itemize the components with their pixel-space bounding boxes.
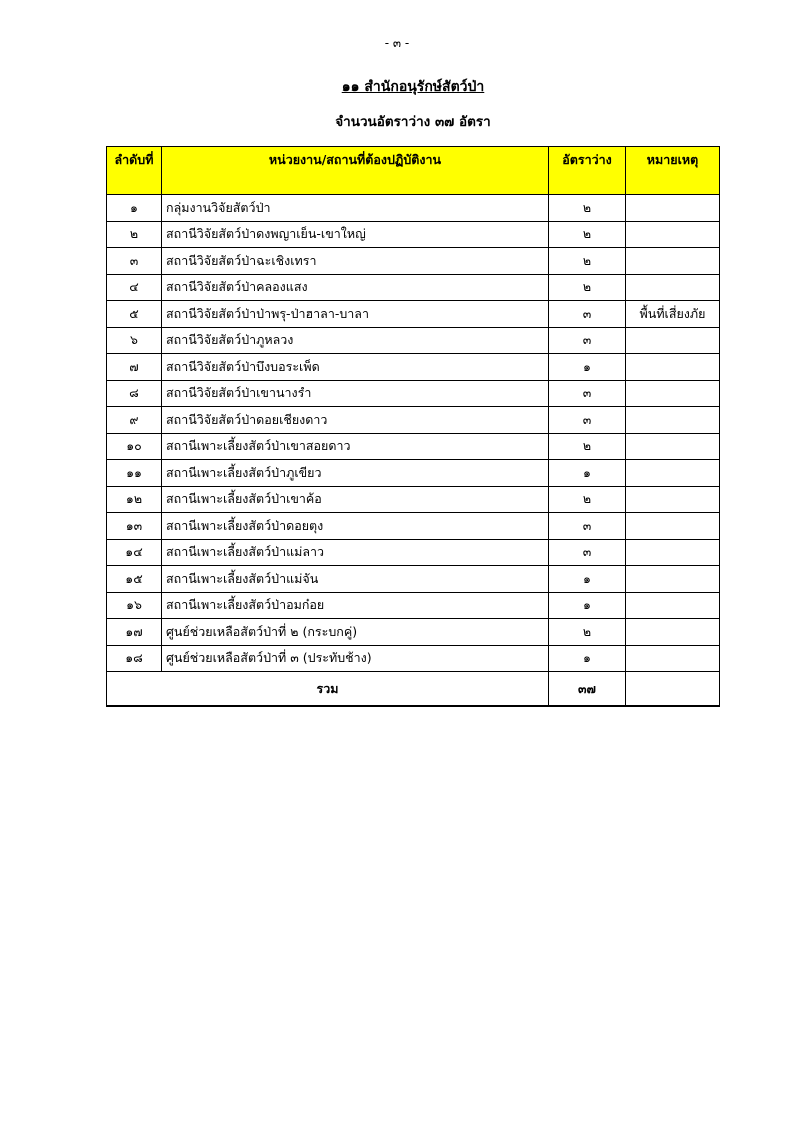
- row-unit: สถานีวิจัยสัตว์ป่าฉะเชิงเทรา: [162, 248, 549, 275]
- row-note: [626, 513, 720, 540]
- row-seq: ๙: [107, 407, 162, 434]
- table-row: [107, 248, 720, 275]
- row-seq: ๑๐: [107, 433, 162, 460]
- row-note: [626, 619, 720, 646]
- total-note: [626, 672, 720, 707]
- vacancy-table: [106, 146, 720, 707]
- table-header-row: [107, 147, 720, 195]
- row-seq: ๗: [107, 354, 162, 381]
- row-note: [626, 248, 720, 275]
- row-unit: สถานีเพาะเลี้ยงสัตว์ป่าภูเขียว: [162, 460, 549, 487]
- row-count: ๓: [549, 513, 626, 540]
- total-count: ๓๗: [549, 672, 626, 707]
- row-count: ๒: [549, 221, 626, 248]
- page-number: - ๓ -: [384, 36, 410, 50]
- row-unit: สถานีวิจัยสัตว์ป่าดอยเชียงดาว: [162, 407, 549, 434]
- row-count: ๓: [549, 301, 626, 328]
- row-note: [626, 327, 720, 354]
- row-seq: ๑๕: [107, 566, 162, 593]
- table-row: [107, 354, 720, 381]
- row-unit: ศูนย์ช่วยเหลือสัตว์ป่าที่ ๒ (กระบกคู่): [162, 619, 549, 646]
- table-row: [107, 274, 720, 301]
- row-count: ๓: [549, 407, 626, 434]
- row-count: ๒: [549, 433, 626, 460]
- row-note: [626, 274, 720, 301]
- row-count: ๑: [549, 354, 626, 381]
- row-note: [626, 592, 720, 619]
- total-row: [107, 672, 720, 707]
- row-unit: ศูนย์ช่วยเหลือสัตว์ป่าที่ ๓ (ประทับช้าง): [162, 645, 549, 672]
- header-count: อัตราว่าง: [549, 147, 626, 195]
- row-note: [626, 645, 720, 672]
- document-subtitle: จำนวนอัตราว่าง ๓๗ อัตรา: [335, 114, 491, 130]
- table-row: [107, 407, 720, 434]
- row-seq: ๓: [107, 248, 162, 275]
- document-title: ๑๑ สำนักอนุรักษ์สัตว์ป่า: [341, 79, 485, 95]
- row-seq: ๕: [107, 301, 162, 328]
- row-count: ๑: [549, 645, 626, 672]
- row-unit: สถานีเพาะเลี้ยงสัตว์ป่าดอยตุง: [162, 513, 549, 540]
- table-row: [107, 566, 720, 593]
- header-unit: หน่วยงาน/สถานที่ต้องปฏิบัติงาน: [162, 147, 549, 195]
- row-unit: สถานีวิจัยสัตว์ป่าคลองแสง: [162, 274, 549, 301]
- table-row: [107, 539, 720, 566]
- row-note: [626, 566, 720, 593]
- row-count: ๒: [549, 248, 626, 275]
- row-seq: ๑๖: [107, 592, 162, 619]
- table-row: [107, 195, 720, 222]
- table-row: [107, 486, 720, 513]
- row-unit: สถานีวิจัยสัตว์ป่าป่าพรุ-ป่าฮาลา-บาลา: [162, 301, 549, 328]
- table-row: [107, 619, 720, 646]
- row-unit: กลุ่มงานวิจัยสัตว์ป่า: [162, 195, 549, 222]
- row-unit: สถานีวิจัยสัตว์ป่าดงพญาเย็น-เขาใหญ่: [162, 221, 549, 248]
- table-row: [107, 433, 720, 460]
- table-row: [107, 221, 720, 248]
- row-seq: ๑๓: [107, 513, 162, 540]
- row-count: ๒: [549, 619, 626, 646]
- table-header: [107, 147, 720, 195]
- row-unit: สถานีเพาะเลี้ยงสัตว์ป่าแม่ลาว: [162, 539, 549, 566]
- table-body: [107, 195, 720, 672]
- table-row: [107, 327, 720, 354]
- row-count: ๒: [549, 274, 626, 301]
- row-seq: ๑๑: [107, 460, 162, 487]
- row-note: [626, 195, 720, 222]
- header-note: หมายเหตุ: [626, 147, 720, 195]
- row-unit: สถานีเพาะเลี้ยงสัตว์ป่าอมก๋อย: [162, 592, 549, 619]
- row-count: ๑: [549, 566, 626, 593]
- row-note: [626, 433, 720, 460]
- row-unit: สถานีวิจัยสัตว์ป่าเขานางรำ: [162, 380, 549, 407]
- table-row: [107, 645, 720, 672]
- row-seq: ๒: [107, 221, 162, 248]
- row-note: [626, 460, 720, 487]
- table-row: [107, 513, 720, 540]
- row-note: [626, 354, 720, 381]
- row-seq: ๑๒: [107, 486, 162, 513]
- table-row: [107, 301, 720, 328]
- table-row: [107, 380, 720, 407]
- row-count: ๓: [549, 380, 626, 407]
- table-footer: [107, 672, 720, 707]
- row-unit: สถานีวิจัยสัตว์ป่าภูหลวง: [162, 327, 549, 354]
- row-unit: สถานีเพาะเลี้ยงสัตว์ป่าแม่จัน: [162, 566, 549, 593]
- row-count: ๓: [549, 539, 626, 566]
- row-seq: ๖: [107, 327, 162, 354]
- table-row: [107, 460, 720, 487]
- row-seq: ๔: [107, 274, 162, 301]
- row-note: [626, 486, 720, 513]
- row-seq: ๑๗: [107, 619, 162, 646]
- row-seq: ๘: [107, 380, 162, 407]
- row-unit: สถานีวิจัยสัตว์ป่าบึงบอระเพ็ด: [162, 354, 549, 381]
- row-note: [626, 380, 720, 407]
- row-seq: ๑: [107, 195, 162, 222]
- row-count: ๒: [549, 486, 626, 513]
- row-count: ๑: [549, 460, 626, 487]
- row-note: [626, 407, 720, 434]
- row-note: [626, 221, 720, 248]
- header-seq: ลำดับที่: [107, 147, 162, 195]
- row-unit: สถานีเพาะเลี้ยงสัตว์ป่าเขาค้อ: [162, 486, 549, 513]
- row-count: ๓: [549, 327, 626, 354]
- row-count: ๒: [549, 195, 626, 222]
- row-count: ๑: [549, 592, 626, 619]
- row-note: [626, 539, 720, 566]
- row-seq: ๑๘: [107, 645, 162, 672]
- row-note: พื้นที่เสี่ยงภัย: [626, 301, 720, 328]
- row-unit: สถานีเพาะเลี้ยงสัตว์ป่าเขาสอยดาว: [162, 433, 549, 460]
- row-seq: ๑๔: [107, 539, 162, 566]
- table-row: [107, 592, 720, 619]
- total-label: รวม: [107, 672, 549, 707]
